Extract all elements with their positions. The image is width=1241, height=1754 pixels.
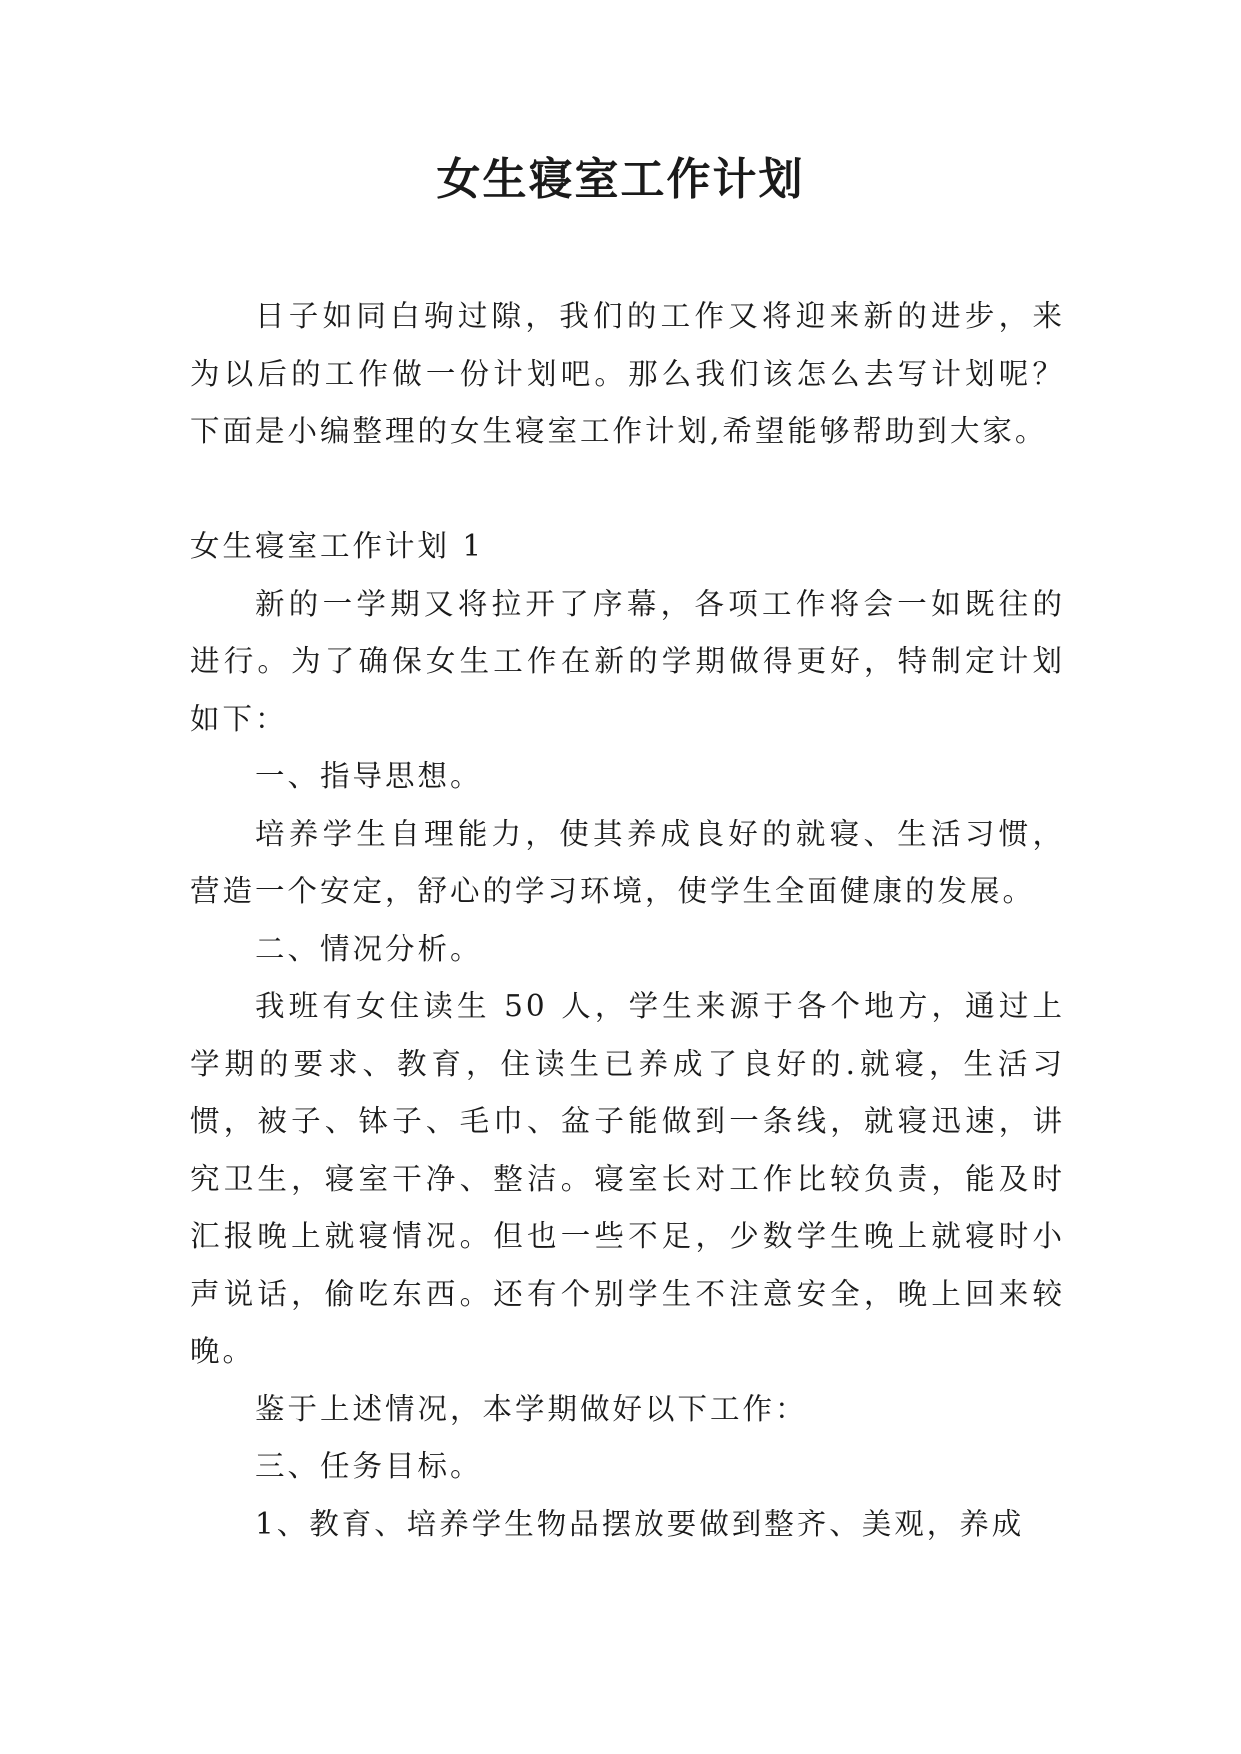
goal-item-1: 1、教育、培养学生物品摆放要做到整齐、美观，养成 (255, 1506, 1025, 1541)
intro-paragraph: 日子如同白驹过隙，我们的工作又将迎来新的进步，来为以后的工作做一份计划吧。那么我们该怎么去写计划呢？下面是小编整理的女生寝室工作计划,希望能够帮助到大家。 (190, 299, 1065, 448)
paragraph-gap (190, 461, 1065, 519)
opening-paragraph: 新的一学期又将拉开了序幕，各项工作将会一如既往的进行。为了确保女生工作在新的学期做得更好，特制定计划如下： (190, 586, 1065, 736)
document-title: 女生寝室工作计划 (436, 154, 805, 205)
heading-situation-analysis: 二、情况分析。 (255, 931, 483, 966)
document-body (190, 288, 1065, 1553)
therefore-paragraph: 鉴于上述情况，本学期做好以下工作： (255, 1391, 808, 1426)
section-heading: 女生寝室工作计划 1 (190, 529, 485, 563)
heading-guiding-ideology: 一、指导思想。 (255, 759, 483, 793)
heading-task-goals: 三、任务目标。 (255, 1449, 483, 1483)
situation-analysis-paragraph: 我班有女住读生 50 人，学生来源于各个地方，通过上学期的要求、教育，住读生已养成了良好的.就寝，生活习惯，被子、钵子、毛巾、盆子能做到一条线，就寝迅速，讲究卫生，寝室干净、整洁。寝室长对工作比较负责，能及时汇报晚上就寝情况。但也一些不足，少数学生晚上就寝时小声说话，偷吃东西。还有个别学生不注意安全，晚上回来较晚。 (190, 989, 1065, 1368)
guiding-ideology-paragraph: 培养学生自理能力，使其养成良好的就寝、生活习惯，营造一个安定，舒心的学习环境，使学生全面健康的发展。 (190, 816, 1065, 908)
